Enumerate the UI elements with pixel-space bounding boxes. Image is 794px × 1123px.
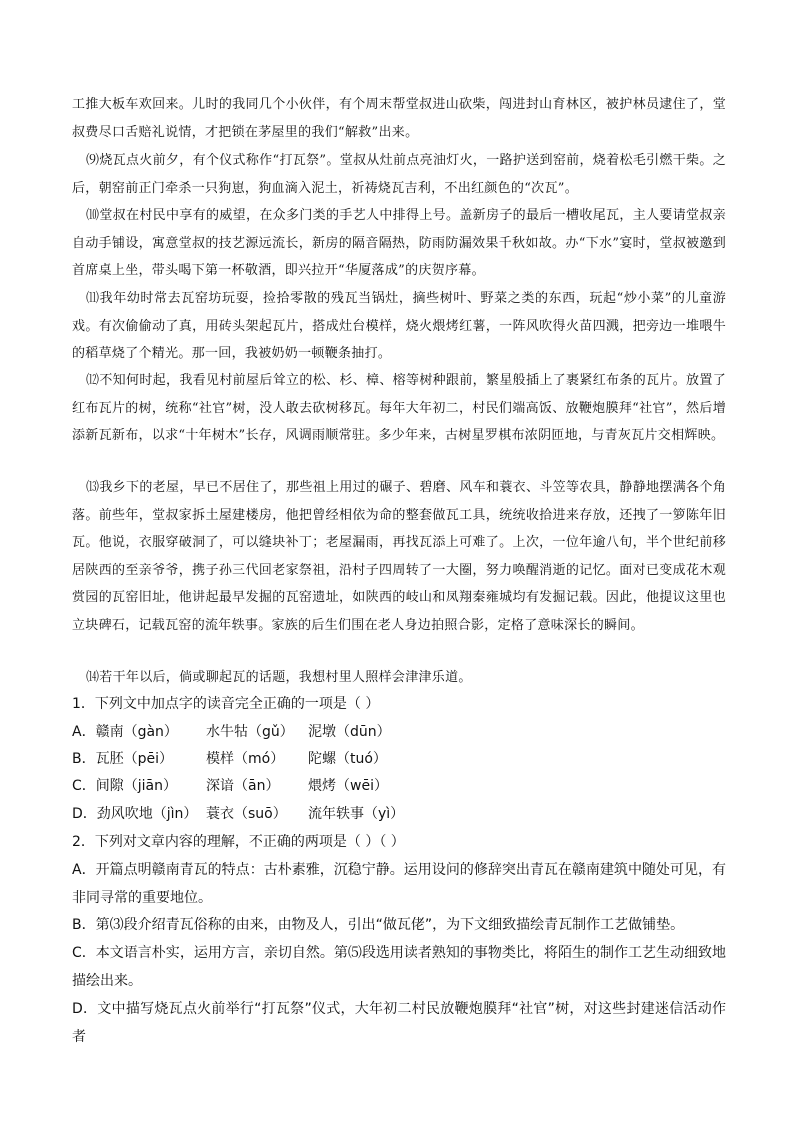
passage-paragraph-8-tail: 工推大板车欢回来。儿时的我同几个小伙伴，有个周末帮堂叔进山砍柴，闯进封山育林区，被护林员逮住了，堂叔费尽口舌赔礼说情，才把锁在茅屋里的我们“解救”出来。 — [72, 97, 726, 140]
option-c-word-3: 煨烤（wēi） — [308, 778, 388, 794]
question-2-option-d[interactable]: D．文中描写烧瓦点火前举行“打瓦祭”仪式，大年初二村民放鞭炮膜拜“社官”树，对这些封建迷信活动作者 — [72, 1001, 726, 1045]
question-2-stem: 2．下列对文章内容的理解，不正确的两项是（ ）（ ） — [72, 834, 405, 850]
option-d-word-3: 流年轶事（yì） — [308, 806, 405, 822]
option-c-word-2: 深谙（ān） — [206, 778, 280, 794]
option-a-word-2: 水牛牯（gǔ） — [206, 724, 294, 740]
question-1-option-c[interactable] — [72, 773, 726, 801]
passage-paragraph-14: ⒁若干年以后，倘或聊起瓦的话题，我想村里人照样会津津乐道。 — [86, 670, 472, 685]
option-b-word-1: B．瓦胚（pēi） — [72, 751, 173, 767]
question-1-option-a[interactable] — [72, 719, 726, 747]
option-a-word-3: 泥墩（dūn） — [308, 724, 391, 740]
option-b-word-2: 模样（mó） — [206, 751, 285, 767]
option-c-word-1: C．间隙（jiān） — [72, 778, 178, 794]
passage-paragraph-10: ⑽堂叔在村民中享有的威望，在众多门类的手艺人中排得上号。盖新房子的最后一槽收尾瓦，主人要请堂叔亲自动手铺设，寓意堂叔的技艺源远流长，新房的隔音隔热，防雨防漏效果千秋如故。办“下水”宴时，堂叔被邀到首席桌上坐，带头喝下第一杯敬酒，即兴拉开“华厦落成”的庆贺序幕。 — [72, 208, 726, 279]
passage-paragraph-12: ⑿不知何时起，我看见村前屋后耸立的松、杉、樟、榕等树种跟前，繁星般插上了裹紧红布条的瓦片。放置了红布瓦片的树，统称“社官”树，没人敢去砍树移瓦。每年大年初二，村民们端高饭、放鞭炮膜拜“社官”，然后增添新瓦新布，以求“十年树木”长存，风调雨顺常驻。多少年来，古树星罗棋布浓阴匝地，与青灰瓦片交相辉映。 — [72, 373, 726, 444]
passage-paragraph-11: ⑾我年幼时常去瓦窑坊玩耍，捡拾零散的残瓦当锅灶，摘些树叶、野菜之类的东西，玩起“炒小菜”的儿童游戏。有次偷偷动了真，用砖头架起瓦片，搭成灶台模样，烧火煨烤红薯，一阵风吹得火苗四溅，把旁边一堆喂牛的稻草烧了个精光。那一回，我被奶奶一顿鞭条抽打。 — [72, 291, 726, 362]
option-d-word-2: 蓑衣（suō） — [206, 806, 287, 822]
option-a-word-1: A．赣南（gàn） — [72, 724, 178, 740]
option-b-word-3: 陀螺（tuó） — [308, 751, 387, 767]
question-2-option-a[interactable]: A．开篇点明赣南青瓦的特点：古朴素雅，沉稳宁静。运用设问的修辞突出青瓦在赣南建筑中随处可见，有非同寻常的重要地位。 — [72, 862, 726, 906]
option-d-word-1: D．劲风吹地（jìn） — [72, 806, 198, 822]
passage-paragraph-13: ⒀我乡下的老屋，早已不居住了，那些祖上用过的碾子、碧磨、风车和蓑衣、斗笠等农具，静静地摆满各个角落。前些年，堂叔家拆土屋建楼房，他把曾经相依为命的整套做瓦工具，统统收拾进来存放，还拽了一箩陈年旧瓦。他说，衣服穿破洞了，可以缝块补丁；老屋漏雨，再找瓦添上可难了。上次，一位年逾八旬，半个世纪前移居陕西的至亲爷爷，携子孙三代回老家祭祖，沿村子四周转了一大圈，努力唤醒消逝的记忆。面对已变成花木观赏园的瓦窑旧址，他讲起最早发掘的瓦窑遗址，如陕西的岐山和凤翔秦雍城均有发掘记载。因此，他提议这里也立块碑石，记载瓦窑的流年轶事。家族的后生们围在老人身边拍照合影，定格了意味深长的瞬间。 — [72, 480, 726, 633]
question-2-option-b[interactable]: B．第⑶段介绍青瓦俗称的由来，由物及人，引出“做瓦佬”，为下文细致描绘青瓦制作工艺做铺垫。 — [72, 917, 685, 933]
question-1-option-d[interactable] — [72, 801, 726, 829]
passage-paragraph-9: ⑼烧瓦点火前夕，有个仪式称作“打瓦祭”。堂叔从灶前点亮油灯火，一路护送到窑前，烧着松毛引燃干柴。之后，朝窑前正门牵杀一只狗崽，狗血滴入泥土，祈祷烧瓦吉利，不出红颜色的“次瓦”。 — [72, 153, 726, 196]
question-2-option-c[interactable]: C．本文语言朴实，运用方言，亲切自然。第⑸段选用读者熟知的事物类比，将陌生的制作工艺生动细致地描绘出来。 — [72, 945, 726, 989]
question-1-stem: 1．下列文中加点字的读音完全正确的一项是（ ） — [72, 696, 380, 712]
question-1-option-b[interactable] — [72, 746, 726, 774]
